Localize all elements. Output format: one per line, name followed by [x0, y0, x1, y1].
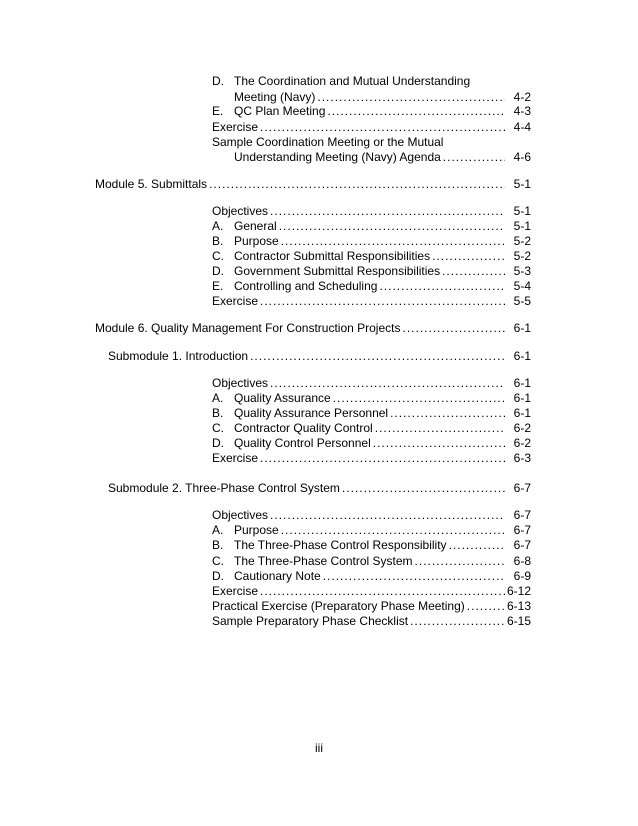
entry-page: 5-2 [513, 249, 531, 263]
entry-title: Sample Coordination Meeting or the Mutual [212, 135, 444, 149]
entry-page: 5-1 [513, 204, 531, 218]
toc-item [212, 264, 531, 279]
entry-page: 6-3 [513, 451, 531, 465]
entry-page: 4-3 [513, 104, 531, 118]
entry-page: 5-5 [513, 294, 531, 308]
toc-entry-submodule-1 [108, 349, 531, 364]
entry-page: 6-7 [513, 508, 531, 522]
entry-page: 6-1 [513, 391, 531, 405]
toc-item [212, 294, 531, 309]
entry-title: Module 6. Quality Management For Construction Projects [95, 321, 401, 335]
entry-title: Purpose [234, 234, 279, 248]
dot-leader [442, 264, 505, 279]
entry-title: Exercise [212, 120, 259, 134]
entry-page: 6-2 [513, 436, 531, 450]
dot-leader [415, 554, 505, 569]
toc-item [212, 249, 531, 264]
entry-letter: D. [212, 264, 224, 278]
toc-item [212, 421, 531, 436]
entry-page: 4-2 [513, 90, 531, 104]
entry-page: 6-1 [513, 321, 531, 335]
dot-leader [449, 538, 505, 553]
entry-page: 5-1 [513, 177, 531, 191]
entry-page: 4-4 [513, 120, 531, 134]
toc-entry-submodule-2 [108, 481, 531, 496]
toc-entry-m4-sample-line2 [234, 150, 531, 165]
entry-title: Exercise [212, 294, 259, 308]
entry-title: Meeting (Navy) [234, 90, 316, 104]
entry-letter: B. [212, 234, 224, 248]
dot-leader [270, 376, 505, 391]
dot-leader [375, 421, 505, 436]
toc-item [212, 279, 531, 294]
dot-leader [279, 219, 505, 234]
entry-letter: D. [212, 74, 224, 88]
entry-page: 6-7 [513, 538, 531, 553]
entry-letter: A. [212, 523, 224, 538]
entry-letter: A. [212, 391, 224, 405]
toc-item [212, 406, 531, 421]
entry-title: Quality Control Personnel [234, 436, 371, 450]
dot-leader [270, 204, 505, 219]
toc-entry-m4-exercise [212, 120, 531, 135]
toc-item [212, 391, 531, 406]
dot-leader [260, 584, 505, 599]
entry-title: Government Submittal Responsibilities [234, 264, 441, 278]
entry-page: 6-9 [513, 568, 531, 583]
entry-page: 6-15 [506, 614, 531, 629]
dot-leader [342, 481, 505, 496]
toc-item [212, 234, 531, 249]
toc-item [212, 599, 531, 614]
entry-letter: C. [212, 421, 224, 435]
toc-item [212, 554, 531, 569]
dot-leader [270, 508, 505, 523]
entry-title: Contractor Submittal Responsibilities [234, 249, 431, 263]
dot-leader [467, 599, 505, 614]
entry-title: Quality Assurance Personnel [234, 406, 389, 420]
toc-item [212, 614, 531, 629]
entry-title: The Coordination and Mutual Understanding [234, 74, 471, 88]
entry-title: General [234, 219, 277, 233]
dot-leader [323, 569, 505, 584]
toc-entry-m4-d-line2 [234, 90, 531, 105]
entry-title: Quality Assurance [234, 391, 331, 405]
entry-title: The Three-Phase Control System [234, 553, 413, 568]
toc-item [212, 376, 531, 391]
entry-title: Objectives [212, 508, 269, 522]
entry-title: Module 5. Submittals [95, 177, 208, 191]
entry-letter: B. [212, 538, 224, 553]
entry-title: Exercise [212, 584, 259, 598]
dot-leader [317, 90, 505, 105]
entry-title: Controlling and Scheduling [234, 279, 378, 293]
dot-leader [250, 349, 505, 364]
entry-page: 6-8 [513, 553, 531, 568]
dot-leader [432, 249, 505, 264]
entry-letter: D. [212, 568, 224, 583]
dot-leader [281, 234, 505, 249]
toc-item [212, 584, 531, 599]
entry-title: Understanding Meeting (Navy) Agenda [234, 150, 441, 164]
toc-entry-module-5 [95, 177, 531, 192]
entry-page: 6-1 [513, 406, 531, 420]
dot-leader [209, 177, 505, 192]
entry-letter: B. [212, 406, 224, 420]
toc-item [212, 523, 531, 538]
entry-title: The Three-Phase Control Responsibility [234, 538, 447, 553]
dot-leader [260, 294, 505, 309]
dot-leader [327, 104, 505, 119]
dot-leader [281, 523, 505, 538]
page-number: iii [315, 741, 323, 755]
entry-letter: E. [212, 104, 224, 118]
entry-title: Cautionary Note [234, 568, 321, 583]
entry-title: Sample Preparatory Phase Checklist [212, 614, 409, 629]
entry-page: 6-7 [513, 481, 531, 495]
entry-letter: C. [212, 249, 224, 263]
entry-title: Contractor Quality Control [234, 421, 373, 435]
entry-letter: C. [212, 553, 224, 568]
entry-title: Objectives [212, 204, 269, 218]
entry-page: 5-1 [513, 219, 531, 233]
entry-page: 4-6 [513, 150, 531, 164]
entry-title: Objectives [212, 376, 269, 390]
entry-title: Submodule 1. Introduction [108, 349, 249, 363]
dot-leader [260, 120, 505, 135]
entry-letter: A. [212, 219, 224, 233]
toc-item [212, 219, 531, 234]
toc-item [212, 436, 531, 451]
toc-item [212, 204, 531, 219]
entry-page: 5-3 [513, 264, 531, 278]
toc-item [212, 451, 531, 466]
entry-page: 5-4 [513, 279, 531, 293]
dot-leader [373, 436, 505, 451]
entry-title: Exercise [212, 451, 259, 465]
entry-letter: D. [212, 436, 224, 450]
toc-item [212, 538, 531, 553]
toc-item [212, 508, 531, 523]
entry-page: 6-12 [506, 584, 531, 598]
toc-entry-m4-sample-line1 [212, 135, 443, 150]
dot-leader [402, 321, 505, 336]
entry-page: 6-13 [506, 599, 531, 614]
dot-leader [379, 279, 505, 294]
dot-leader [260, 451, 505, 466]
entry-title: Practical Exercise (Preparatory Phase Meeting) [212, 599, 465, 614]
entry-title: Purpose [234, 523, 279, 538]
entry-page: 6-7 [513, 523, 531, 538]
toc-entry-module-6 [95, 321, 531, 336]
dot-leader [410, 614, 505, 629]
entry-page: 6-1 [513, 349, 531, 363]
dot-leader [443, 150, 505, 165]
entry-page: 5-2 [513, 234, 531, 248]
entry-title: Submodule 2. Three-Phase Control System [108, 481, 340, 495]
toc-entry-m4-e [212, 104, 531, 119]
entry-page: 6-2 [513, 421, 531, 435]
entry-title: QC Plan Meeting [234, 104, 326, 118]
dot-leader [333, 391, 505, 406]
toc-entry-m4-d-line1 [212, 74, 470, 89]
toc-item [212, 569, 531, 584]
entry-letter: E. [212, 279, 224, 293]
dot-leader [390, 406, 505, 421]
entry-page: 6-1 [513, 376, 531, 390]
